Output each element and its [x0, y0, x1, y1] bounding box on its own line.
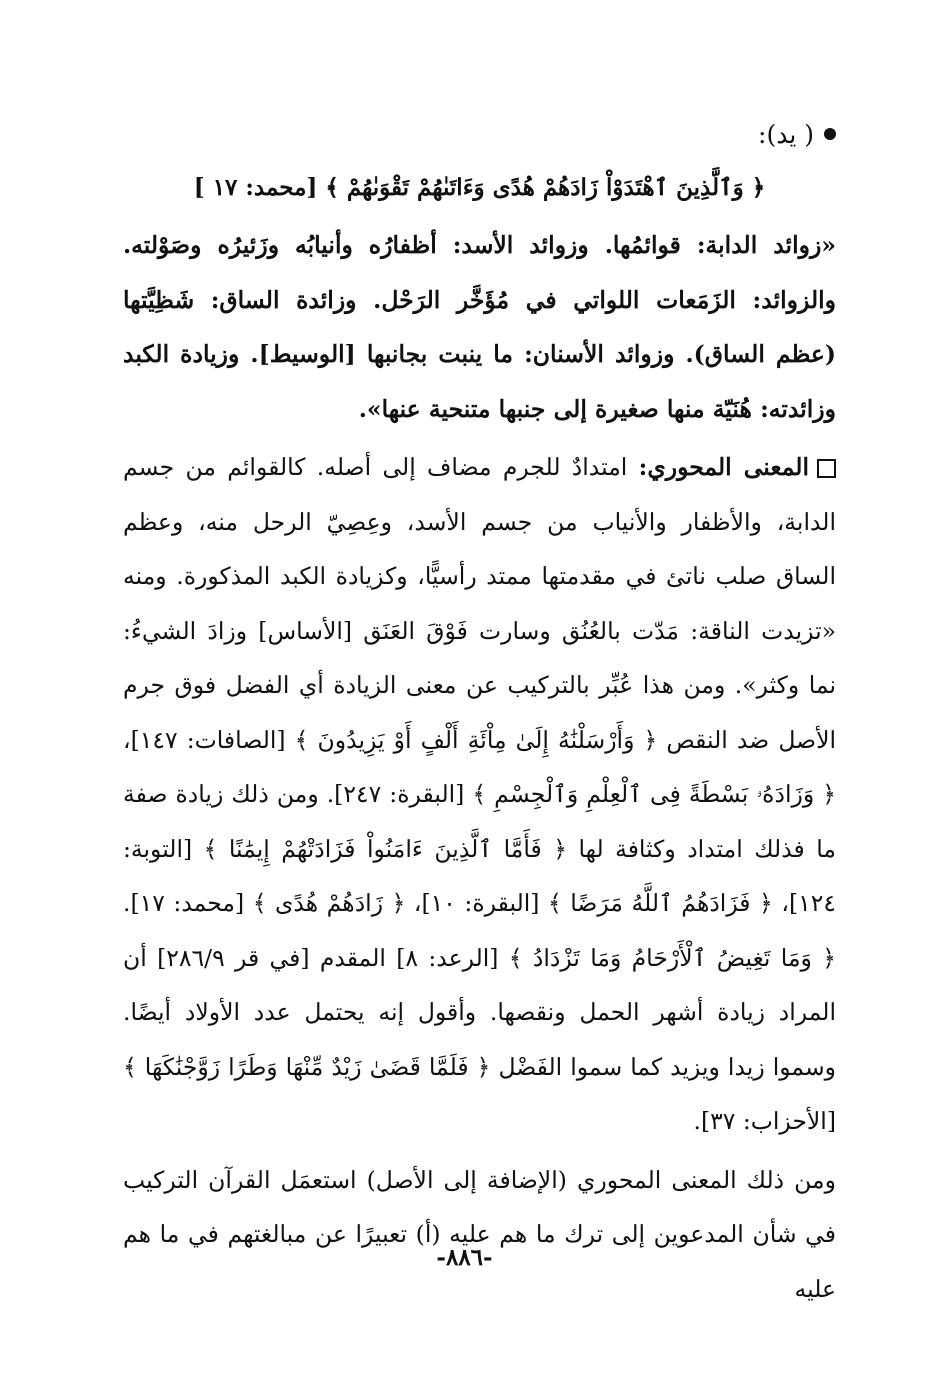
root-label: ( يد): [758, 119, 814, 149]
core-meaning-label: المعنى المحوري: [638, 453, 809, 481]
verse-heading: ﴿ وَٱلَّذِينَ ٱهْتَدَوْاْ زَادَهُمْ هُدًى وَءَاتَىٰهُمْ تَقْوَىٰهُمْ ﴾ [محمد: ١٧ ] [193, 174, 766, 201]
bullet-icon [824, 128, 836, 140]
dictionary-definition: «زوائد الدابة: قوائمُها. وزوائد الأسد: أظفارُه وأنيابُه وزَئيرُه وصَوْلته. والزوائد: الزَمَعات اللواتي في مُؤَخَّر الرَحْل. وزائدة الساق: شَظِيَّتها (عظم الساق). وزوائد الأسنان: ما ينبت بجانبها [الوسيط]. وزيادة الكبد وزائدته: هُنَيّة منها صغيرة إلى جنبها متنحية عنها». [123, 231, 836, 423]
page-number: -٨٨٦- [436, 1244, 493, 1271]
core-meaning-paragraph [123, 440, 836, 1149]
core-meaning-text: امتدادٌ للجرم مضاف إلى أصله. كالقوائم من جسم الدابة، والأظفار والأنياب من جسم الأسد، وعِصِيّ الرحل منه، وعظم الساق صلب ناتئ في مقدمتها ممتد رأسيًّا، وكزيادة الكبد المذكورة. ومنه «تزيدت الناقة: مَدّت بالعُنُق وسارت فَوْقَ العَنَق [الأساس] وزادَ الشيءُ: نما وكثر». ومن هذا عُبِّر بالتركيب عن معنى الزيادة أي الفضل فوق جرم الأصل ضد النقص ﴿ وَأَرْسَلْنَٰهُ إِلَىٰ مِاْئَةِ أَلْفٍ أَوْ يَزِيدُونَ ﴾ [الصافات: ١٤٧]، ﴿ وَزَادَهُۥ بَسْطَةً فِى ٱلْعِلْمِ وَٱلْجِسْمِ ﴾ [البقرة: ٢٤٧]. ومن ذلك زيادة صفة ما فذلك امتداد وكثافة لها ﴿ فَأَمَّا ٱلَّذِينَ ءَامَنُواْ فَزَادَتْهُمْ إِيمَٰنًا ﴾ [التوبة: ١٢٤]، ﴿ فَزَادَهُمُ ٱللَّهُ مَرَضًا ﴾ [البقرة: ١٠]، ﴿ زَادَهُمْ هُدًى ﴾ [محمد: ١٧]. ﴿ وَمَا تَغِيضُ ٱلْأَرْحَامُ وَمَا تَزْدَادُ ﴾ [الرعد: ٨] المقدم [في قر ٢٨٦/٩] أن المراد زيادة أشهر الحمل ونقصها. وأقول إنه يحتمل عدد الأولاد أيضًا. وسموا زيدا ويزيد كما سموا الفَضْل ﴿ فَلَمَّا قَضَىٰ زَيْدٌ مِّنْهَا وَطَرًا زَوَّجْنَٰكَهَا ﴾ [الأحزاب: ٣٧]. [123, 453, 836, 1135]
continuation-paragraph: ومن ذلك المعنى المحوري (الإضافة إلى الأصل) استعمَل القرآن التركيب في شأن المدعوين إلى ترك ما هم عليه (أ) تعبيرًا عن مبالغتهم في ما هم عليه [123, 1165, 836, 1303]
root-heading [123, 112, 836, 156]
square-marker-icon [817, 459, 836, 478]
